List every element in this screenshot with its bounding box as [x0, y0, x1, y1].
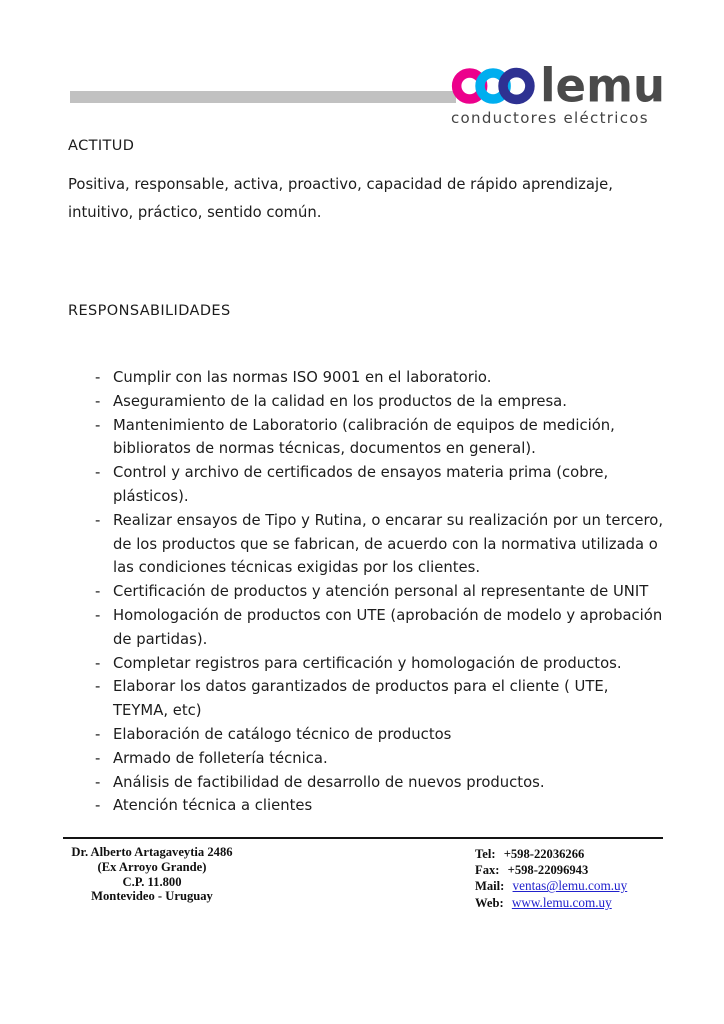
company-logo: [451, 58, 665, 127]
list-item: [95, 675, 667, 723]
list-item: [95, 652, 667, 676]
contact-row-fax: [475, 862, 627, 878]
footer-address: [66, 845, 238, 904]
list-item-text: Análisis de factibilidad de desarrollo de nuevos productos.: [113, 773, 545, 791]
list-item-text: Homologación de productos con UTE (aprobación de modelo y aprobación de partidas).: [113, 606, 663, 648]
list-item: [95, 771, 667, 795]
address-line: Dr. Alberto Artagaveytia 2486: [71, 845, 233, 859]
list-item-text: Armado de folletería técnica.: [113, 749, 328, 767]
fax-value: +598-22096943: [507, 863, 589, 878]
list-item-text: Mantenimiento de Laboratorio (calibración de equipos de medición, biblioratos de normas técnicas, documentos en general).: [113, 416, 615, 458]
address-line: Montevideo - Uruguay: [91, 889, 213, 904]
bullet-dash: -: [95, 725, 101, 743]
list-item: [95, 747, 667, 771]
list-item: [95, 366, 667, 390]
contact-row-tel: [475, 846, 627, 862]
list-item-text: Control y archivo de certificados de ensayos materia prima (cobre, plásticos).: [113, 464, 609, 505]
address-line: (Ex Arroyo Grande): [97, 859, 207, 874]
logo-tagline: conductores eléctricos: [451, 109, 649, 127]
list-item: [95, 461, 667, 509]
section-title-responsabilidades: RESPONSABILIDADES: [68, 303, 231, 319]
tel-value: +598-22036266: [503, 847, 585, 861]
contact-row-mail: [475, 878, 627, 894]
bullet-dash: -: [95, 797, 101, 815]
actitud-paragraph: Positiva, responsable, activa, proactivo, capacidad de rápido aprendizaje, intuitivo, práctico, sentido común.: [68, 176, 613, 221]
list-item-text: Elaboración de catálogo técnico de productos: [113, 725, 452, 743]
list-item-text: Certificación de productos y atención personal al representante de UNIT: [113, 583, 649, 601]
list-item-text: Realizar ensayos de Tipo y Rutina, o encarar su realización por un tercero, de los productos que se fabrican, de acuerdo con la normativa utilizada o las condiciones técnicas exigidas por los clientes.: [113, 511, 664, 577]
bullet-dash: -: [95, 606, 101, 624]
contact-row-web: [475, 895, 627, 911]
list-item-text: Cumplir con las normas ISO 9001 en el laboratorio.: [113, 369, 492, 386]
section-title-actitud: ACTITUD: [68, 138, 135, 154]
bullet-dash: -: [95, 392, 101, 410]
logo-top-row: [451, 58, 665, 113]
bullet-dash: -: [95, 511, 101, 529]
letterhead-bar: [70, 91, 456, 103]
footer-contacts: [475, 846, 627, 911]
web-label: Web:: [475, 895, 504, 910]
email-link[interactable]: ventas@lemu.com.uy: [512, 878, 628, 894]
list-item-text: Atención técnica a clientes: [113, 797, 313, 815]
fax-label: Fax:: [475, 863, 500, 878]
logo-wordmark: lemu: [540, 58, 665, 113]
bullet-dash: -: [95, 773, 101, 791]
bullet-dash: -: [95, 678, 101, 696]
bullet-dash: -: [95, 464, 101, 482]
list-item: [95, 414, 667, 462]
list-item-text: Elaborar los datos garantizados de productos para el cliente ( UTE, TEYMA, etc): [113, 678, 609, 720]
bullet-dash: -: [95, 416, 101, 434]
bullet-dash: -: [95, 369, 101, 386]
tel-label: Tel:: [475, 847, 496, 861]
address-line: C.P. 11.800: [122, 874, 182, 889]
logo-rings-icon: [451, 64, 535, 108]
list-item: [95, 390, 667, 414]
bullet-dash: -: [95, 654, 101, 672]
list-item: [95, 509, 667, 580]
list-item: [95, 723, 667, 747]
bullet-dash: -: [95, 749, 101, 767]
bullet-dash: -: [95, 583, 101, 601]
list-item: [95, 580, 667, 604]
website-link[interactable]: www.lemu.com.uy: [511, 894, 612, 910]
list-item: [95, 794, 667, 818]
footer-divider: [63, 837, 663, 839]
list-item: [95, 604, 667, 652]
list-item-text: Completar registros para certificación y homologación de productos.: [113, 654, 622, 672]
mail-label: Mail:: [475, 879, 505, 894]
list-item-text: Aseguramiento de la calidad en los productos de la empresa.: [113, 392, 567, 410]
responsibilities-list: [95, 366, 667, 818]
